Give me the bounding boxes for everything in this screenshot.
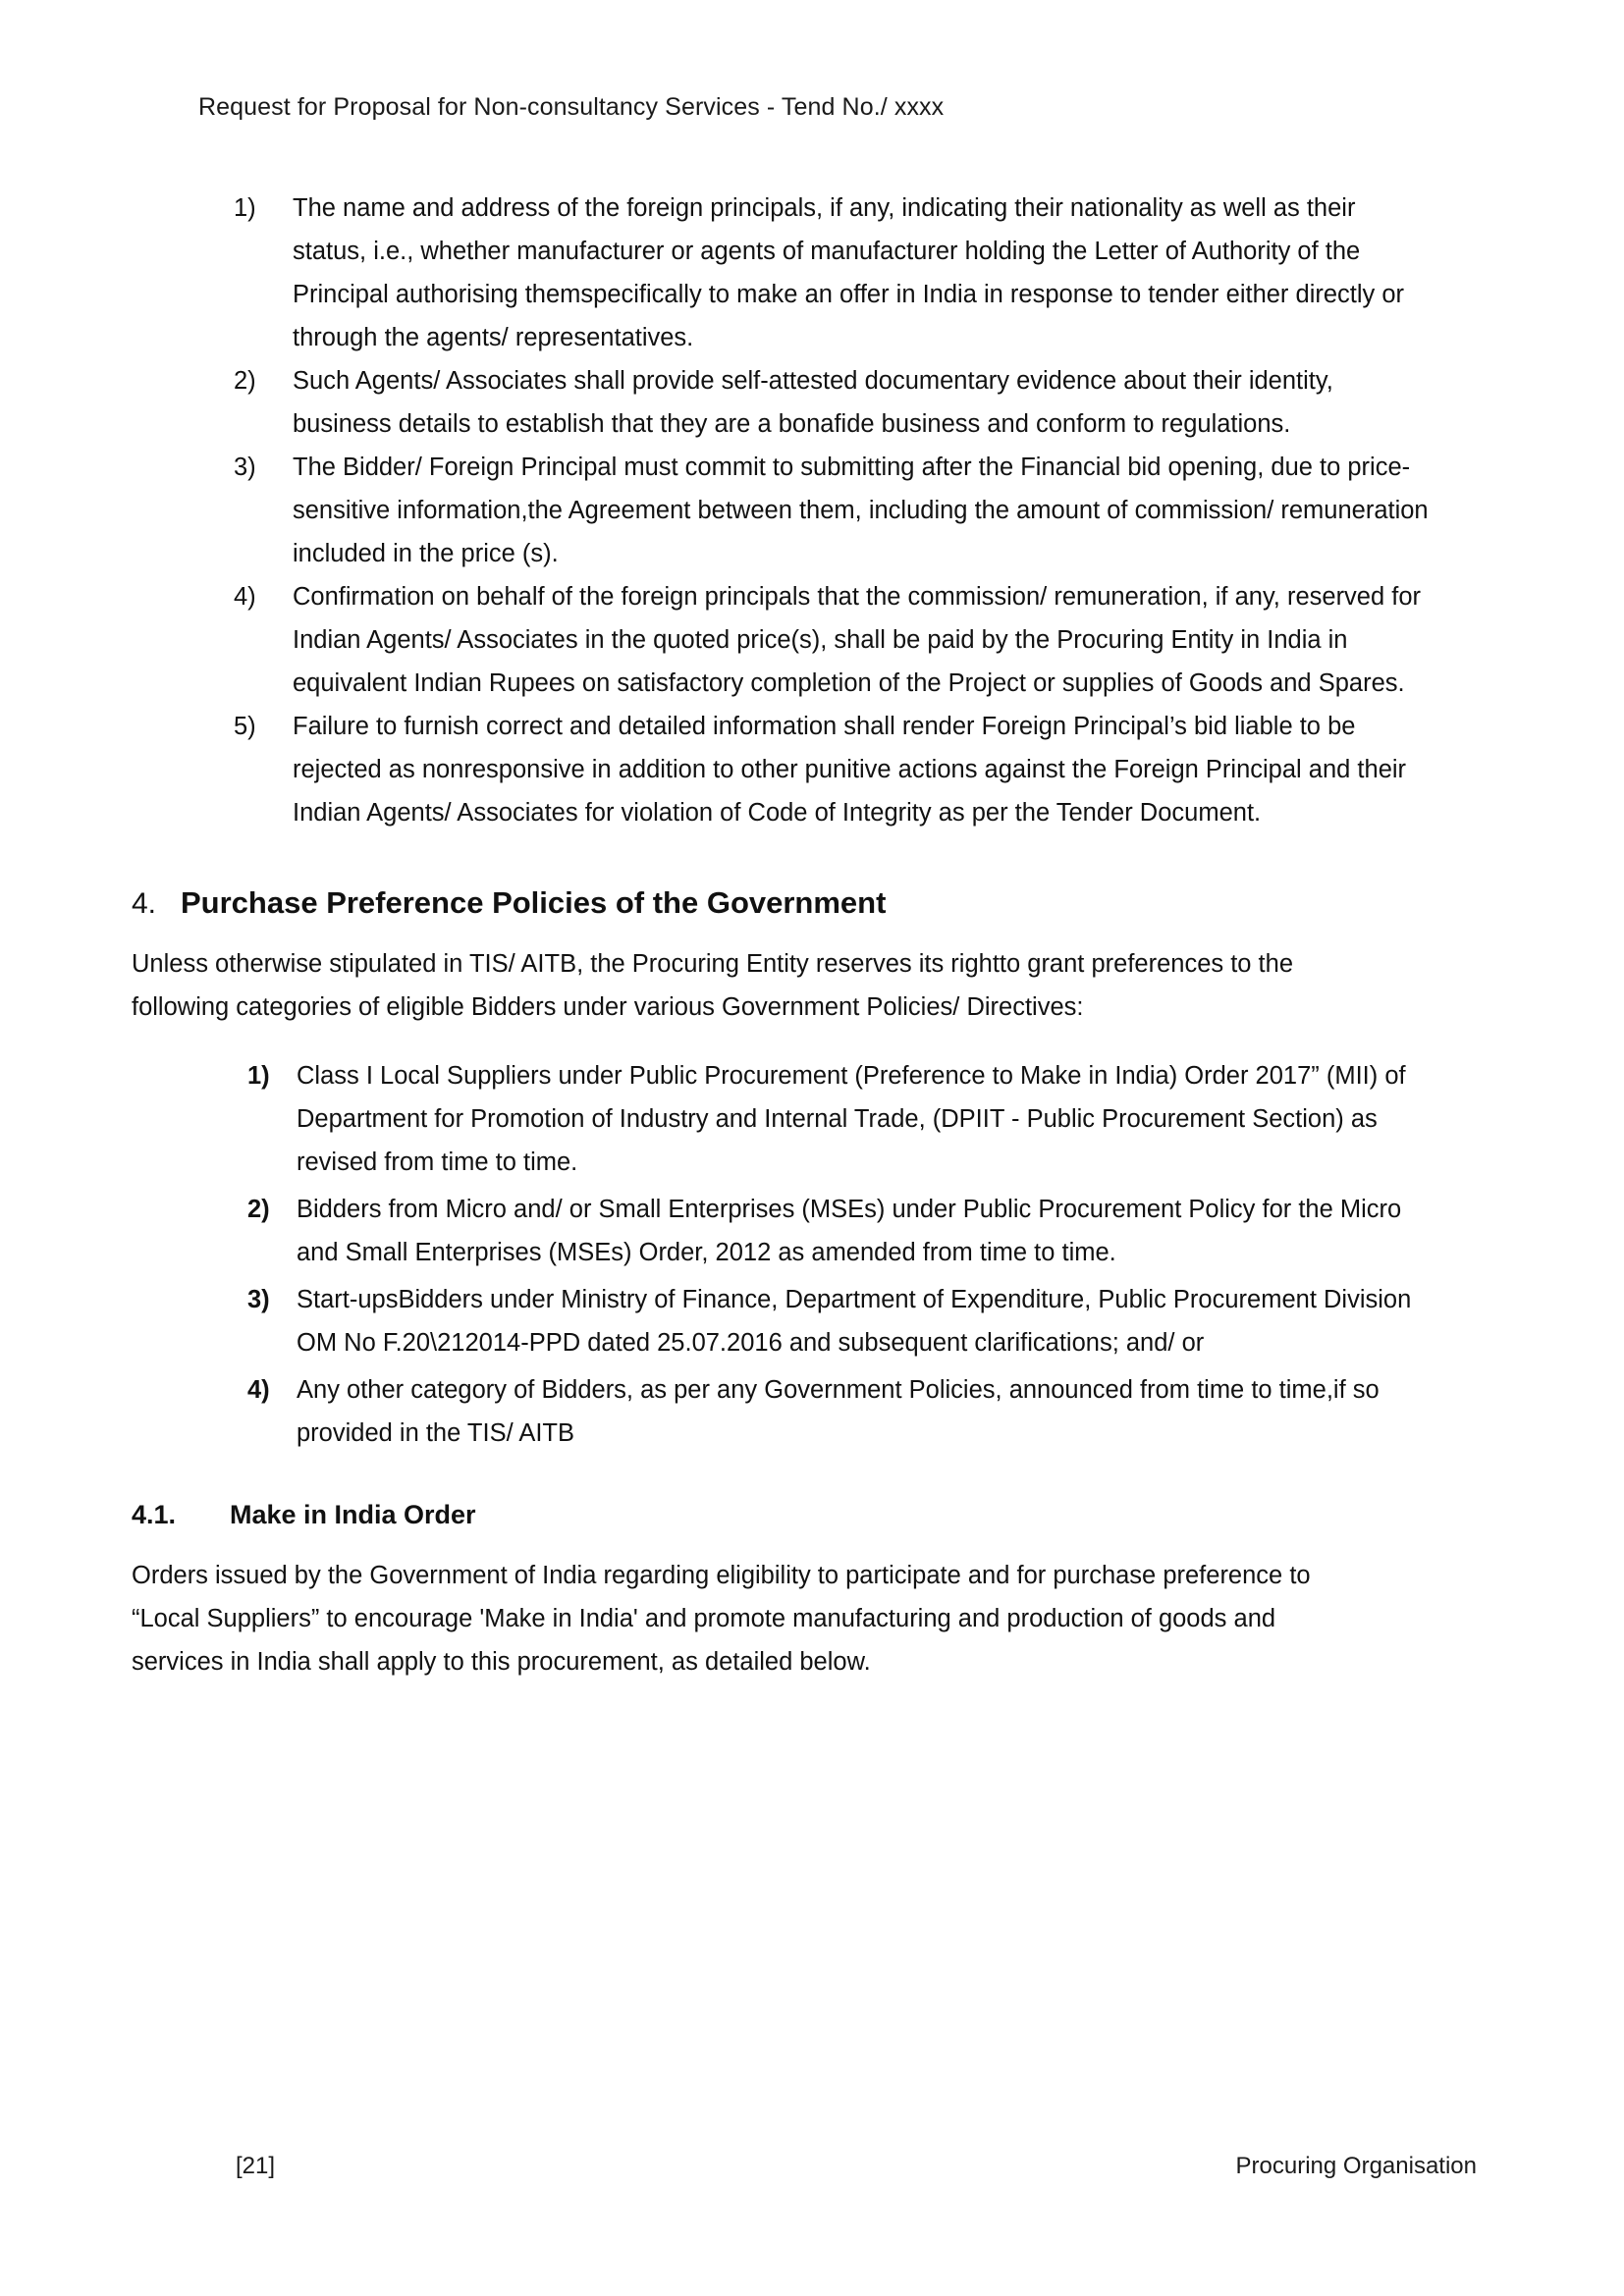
list-marker: 3)	[234, 454, 256, 481]
list-item	[198, 575, 1431, 705]
list-item-text: Bidders from Micro and/ or Small Enterprises (MSEs) under Public Procurement Policy for the Micro and Small Enterprises (MSEs) Order, 2012 as amended from time to time.	[297, 1196, 1402, 1266]
list-item-text: Failure to furnish correct and detailed information shall render Foreign Principal’s bid liable to be rejected as nonresponsive in addition to other punitive actions against the Foreign Principal and their Indian Agents/ Associates for violation of Code of Integrity as per the Tender Document.	[293, 713, 1407, 827]
list-item-text: Confirmation on behalf of the foreign principals that the commission/ remuneration, if any, reserved for Indian Agents/ Associates in the quoted price(s), shall be paid by the Procuring Entity in India in equivalent Indian Rupees on satisfactory completion of the Project or supplies of Goods and Spares.	[293, 583, 1422, 697]
list-marker: 2)	[234, 367, 256, 395]
list-item	[198, 359, 1431, 446]
footer-page-number: [21]	[236, 2153, 276, 2179]
foreign-principal-list	[198, 187, 1431, 834]
list-marker: 4)	[234, 583, 256, 611]
list-item	[198, 1054, 1431, 1184]
list-item	[198, 1188, 1431, 1274]
list-item	[198, 705, 1431, 834]
list-item-text: Start-upsBidders under Ministry of Finance, Department of Expenditure, Public Procurement Division OM No F.20\212014-PPD dated 25.07.2016 and subsequent clarifications; and/ or	[297, 1286, 1412, 1357]
list-marker: 5)	[234, 713, 256, 740]
list-item-text: Such Agents/ Associates shall provide self-attested documentary evidence about their identity, business details to establish that they are a bonafide business and conform to regulations.	[293, 367, 1333, 438]
footer-organisation: Procuring Organisation	[1235, 2153, 1477, 2179]
page-header: Request for Proposal for Non-consultancy Services - Tend No./ xxxx	[198, 93, 945, 121]
page-content	[132, 187, 1431, 1709]
list-marker: 1)	[247, 1062, 270, 1090]
list-marker: 4)	[247, 1376, 270, 1404]
list-item	[198, 446, 1431, 575]
purchase-preference-list	[198, 1054, 1431, 1455]
list-item-text: The Bidder/ Foreign Principal must commit to submitting after the Financial bid opening, due to price-sensitive information,the Agreement between them, including the amount of commission/ remuneration included in the price (s).	[293, 454, 1429, 567]
subsection-title: Make in India Order	[230, 1500, 476, 1529]
list-marker: 1)	[234, 194, 256, 222]
section-4-1-paragraph: Orders issued by the Government of India regarding eligibility to participate and for purchase preference to “Local Suppliers” to encourage 'Make in India' and promote manufacturing and production of goods and services in India shall apply to this procurement, as detailed below.	[132, 1562, 1311, 1676]
list-item-text: Any other category of Bidders, as per any Government Policies, announced from time to time,if so provided in the TIS/ AITB	[297, 1376, 1380, 1447]
section-heading-4-1	[132, 1500, 1431, 1530]
list-item	[198, 1368, 1431, 1455]
section-title: Purchase Preference Policies of the Government	[181, 885, 887, 920]
section-4-intro-paragraph: Unless otherwise stipulated in TIS/ AITB, the Procuring Entity reserves its rightto grant preferences to the following categories of eligible Bidders under various Government Policies/ Directives:	[132, 950, 1294, 1021]
list-item-text: Class I Local Suppliers under Public Procurement (Preference to Make in India) Order 2017” (MII) of Department for Promotion of Industry and Internal Trade, (DPIIT - Public Procurement Section) as revised from time to time.	[297, 1062, 1406, 1176]
list-item	[198, 187, 1431, 359]
page-footer	[198, 2153, 1477, 2180]
section-number: 4.	[132, 887, 157, 920]
list-item-text: The name and address of the foreign principals, if any, indicating their nationality as well as their status, i.e., whether manufacturer or agents of manufacturer holding the Letter of Authority of the Principal authorising themspecifically to make an offer in India in response to tender either directly or through the agents/ representatives.	[293, 194, 1405, 351]
list-marker: 3)	[247, 1286, 270, 1313]
list-item	[198, 1278, 1431, 1364]
subsection-number: 4.1.	[132, 1500, 177, 1529]
section-heading-4	[132, 885, 1431, 921]
list-marker: 2)	[247, 1196, 270, 1223]
